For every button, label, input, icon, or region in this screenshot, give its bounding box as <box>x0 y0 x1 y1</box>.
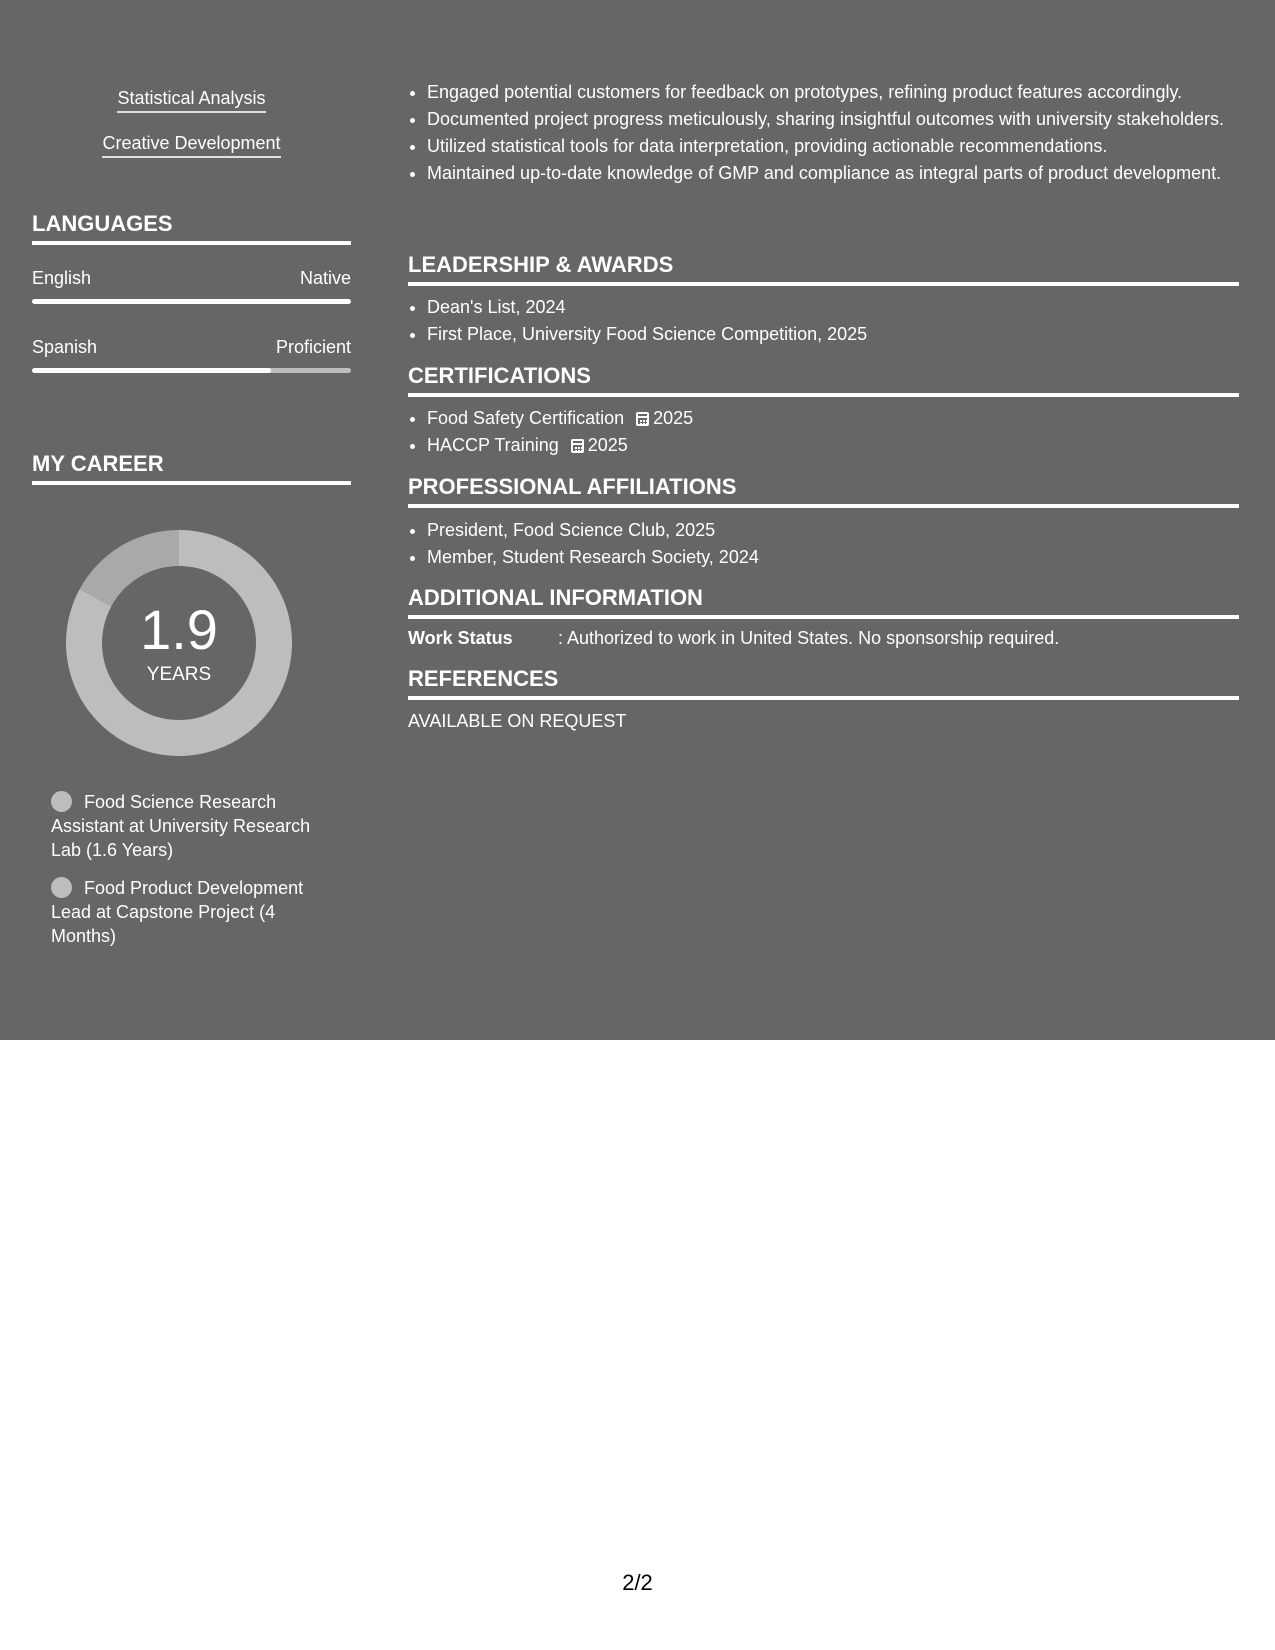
affiliations-heading: PROFESSIONAL AFFILIATIONS <box>408 474 1239 508</box>
certifications-list <box>408 406 1239 460</box>
certifications-heading: CERTIFICATIONS <box>408 363 1239 397</box>
work-status-key: Work Status <box>408 628 513 648</box>
work-status-row <box>408 628 1239 649</box>
skill-label: Statistical Analysis <box>117 88 265 113</box>
legend-dot-icon <box>51 877 72 898</box>
career-donut-chart <box>66 530 292 756</box>
leadership-list <box>408 295 1239 349</box>
career-legend-item <box>51 790 331 862</box>
career-donut-segment <box>80 530 179 606</box>
language-name: English <box>32 268 92 288</box>
affiliations-list <box>408 518 1239 572</box>
language-proficiency-bar <box>32 368 351 373</box>
references-text: AVAILABLE ON REQUEST <box>408 711 627 731</box>
leadership-heading: LEADERSHIP & AWARDS <box>408 252 1239 286</box>
certification-item <box>427 433 1239 457</box>
legend-dot-icon <box>51 791 72 812</box>
language-level: Proficient <box>275 337 351 357</box>
skill-item <box>32 133 351 158</box>
affiliation-item: • Member, Student Research Society, 2024 <box>427 545 1239 569</box>
experience-bullet: • Maintained up-to-date knowledge of GMP and compliance as integral parts of product development. <box>427 161 1239 185</box>
calendar-icon <box>636 412 649 426</box>
affiliation-item: • President, Food Science Club, 2025 <box>427 518 1239 542</box>
certification-item <box>427 406 1239 430</box>
page-number: 2/2 <box>622 1570 653 1595</box>
certification-name: HACCP Training <box>427 435 559 455</box>
career-legend-label: Food Product Development Lead at Capstone Project (4 Months) <box>51 878 304 946</box>
certification-year: 2025 <box>653 408 694 428</box>
calendar-icon <box>571 439 584 453</box>
experience-bullet: • Engaged potential customers for feedback on prototypes, refining product features accordingly. <box>427 80 1239 104</box>
languages-heading: LANGUAGES <box>32 211 351 245</box>
career-heading: MY CAREER <box>32 451 351 485</box>
references-heading: REFERENCES <box>408 666 1239 700</box>
language-name: Spanish <box>32 337 98 357</box>
career-legend-label: Food Science Research Assistant at University Research Lab (1.6 Years) <box>51 792 311 860</box>
experience-bullet-list <box>408 80 1239 188</box>
skill-label: Creative Development <box>102 133 280 158</box>
experience-bullet: • Utilized statistical tools for data interpretation, providing actionable recommendations. <box>427 134 1239 158</box>
career-total-value: 1.9 <box>140 598 218 661</box>
certification-year: 2025 <box>587 435 628 455</box>
career-total-unit: YEARS <box>146 664 212 685</box>
leadership-item: • First Place, University Food Science Competition, 2025 <box>427 322 1239 346</box>
work-status-value: : Authorized to work in United States. No sponsorship required. <box>558 628 1060 648</box>
language-level: Native <box>299 268 351 288</box>
skill-item <box>32 88 351 113</box>
language-proficiency-fill <box>32 368 271 373</box>
experience-bullet: • Documented project progress meticulously, sharing insightful outcomes with university stakeholders. <box>427 107 1239 131</box>
language-proficiency-bar <box>32 299 351 304</box>
additional-info-heading: ADDITIONAL INFORMATION <box>408 585 1239 619</box>
career-legend-item <box>51 876 331 948</box>
certification-name: Food Safety Certification <box>427 408 625 428</box>
language-proficiency-fill <box>32 299 351 304</box>
leadership-item: • Dean's List, 2024 <box>427 295 1239 319</box>
